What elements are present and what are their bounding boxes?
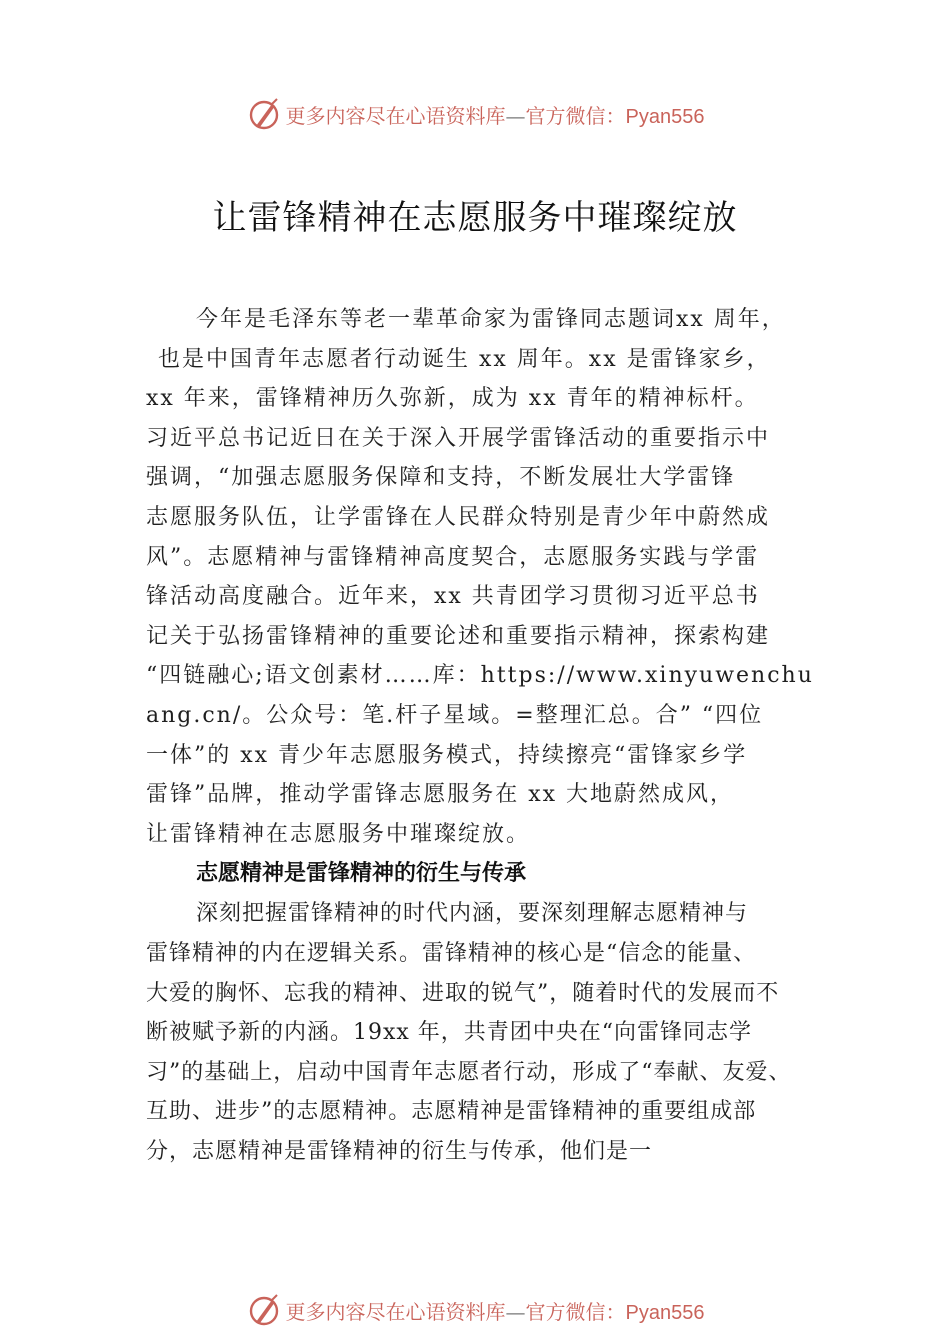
paragraph-section-1 (146, 894, 846, 1171)
text-line: 也是中国青年志愿者行动诞生 xx 周年。xx 是雷锋家乡， (158, 346, 771, 372)
quill-pen-logo-icon (246, 96, 282, 132)
text-line: 一体”的 xx 青少年志愿服务模式，持续擦亮“雷锋家乡学 (146, 742, 748, 768)
banner-label: 官方微信： (525, 103, 626, 128)
text-line: 断被赋予新的内涵。19xx 年，共青团中央在“向雷锋同志学 (146, 1020, 753, 1046)
text-line: 记关于弘扬雷锋精神的重要论述和重要指示精神，探索构建 (146, 623, 771, 649)
text-line: “四链融心;语文创素材……库：https://www.xinyuwenchu (146, 663, 814, 689)
text-line: 强调，“加强志愿服务保障和支持，不断发展壮大学雷锋 (146, 465, 736, 491)
text-line: 志愿服务队伍，让学雷锋在人民群众特别是青少年中蔚然成 (146, 504, 771, 530)
text-line: 习近平总书记近日在关于深入开展学雷锋活动的重要指示中 (146, 425, 771, 451)
text-line: 雷锋”品牌，推动学雷锋志愿服务在 xx 大地蔚然成风， (146, 782, 735, 808)
text-line: 锋活动高度融合。近年来，xx 共青团学习贯彻习近平总书 (146, 584, 760, 610)
text-line: xx 年来，雷锋精神历久弥新，成为 xx 青年的精神标杆。 (146, 386, 759, 412)
document-body (146, 300, 846, 1171)
text-line: 大爱的胸怀、忘我的精神、进取的锐气”，随着时代的发展而不 (146, 980, 780, 1006)
banner-separator: — (505, 1299, 526, 1324)
text-line: 习”的基础上，启动中国青年志愿者行动，形成了“奉献、友爱、 (146, 1059, 792, 1085)
quill-pen-logo-icon (246, 1292, 282, 1328)
text-line: 深刻把握雷锋精神的时代内涵，要深刻理解志愿精神与 (196, 901, 749, 927)
banner-text (286, 100, 705, 129)
banner-label: 官方微信： (525, 1299, 626, 1324)
banner-separator: — (505, 103, 526, 128)
document-title: 让雷锋精神在志愿服务中璀璨绽放 (212, 198, 738, 238)
text-line: 互助、进步”的志愿精神。志愿精神是雷锋精神的重要组成部 (146, 1099, 757, 1125)
text-line: 让雷锋精神在志愿服务中璀璨绽放。 (146, 821, 531, 847)
text-line: 雷锋精神的内在逻辑关系。雷锋精神的核心是“信念的能量、 (146, 940, 757, 966)
banner-text (286, 1296, 705, 1325)
text-line: 今年是毛泽东等老一辈革命家为雷锋同志题词xx 周年， (196, 307, 786, 332)
header-banner (0, 94, 950, 134)
section-heading: 志愿精神是雷锋精神的衍生与传承 (196, 861, 527, 887)
text-line: 风”。志愿精神与雷锋精神高度契合，志愿服务实践与学雷 (146, 544, 760, 570)
banner-main-text: 更多内容尽在心语资料库 (285, 1299, 506, 1324)
banner-wechat-id: Pyan556 (625, 105, 705, 128)
paragraph-intro (146, 300, 846, 854)
text-line: ang.cn/。公众号：笔.杆子星域。=整理汇总。合” “四位 (146, 702, 764, 728)
footer-banner (0, 1290, 950, 1330)
text-line: 分，志愿精神是雷锋精神的衍生与传承，他们是一 (146, 1138, 653, 1164)
banner-main-text: 更多内容尽在心语资料库 (285, 103, 506, 128)
banner-wechat-id: Pyan556 (625, 1301, 705, 1324)
